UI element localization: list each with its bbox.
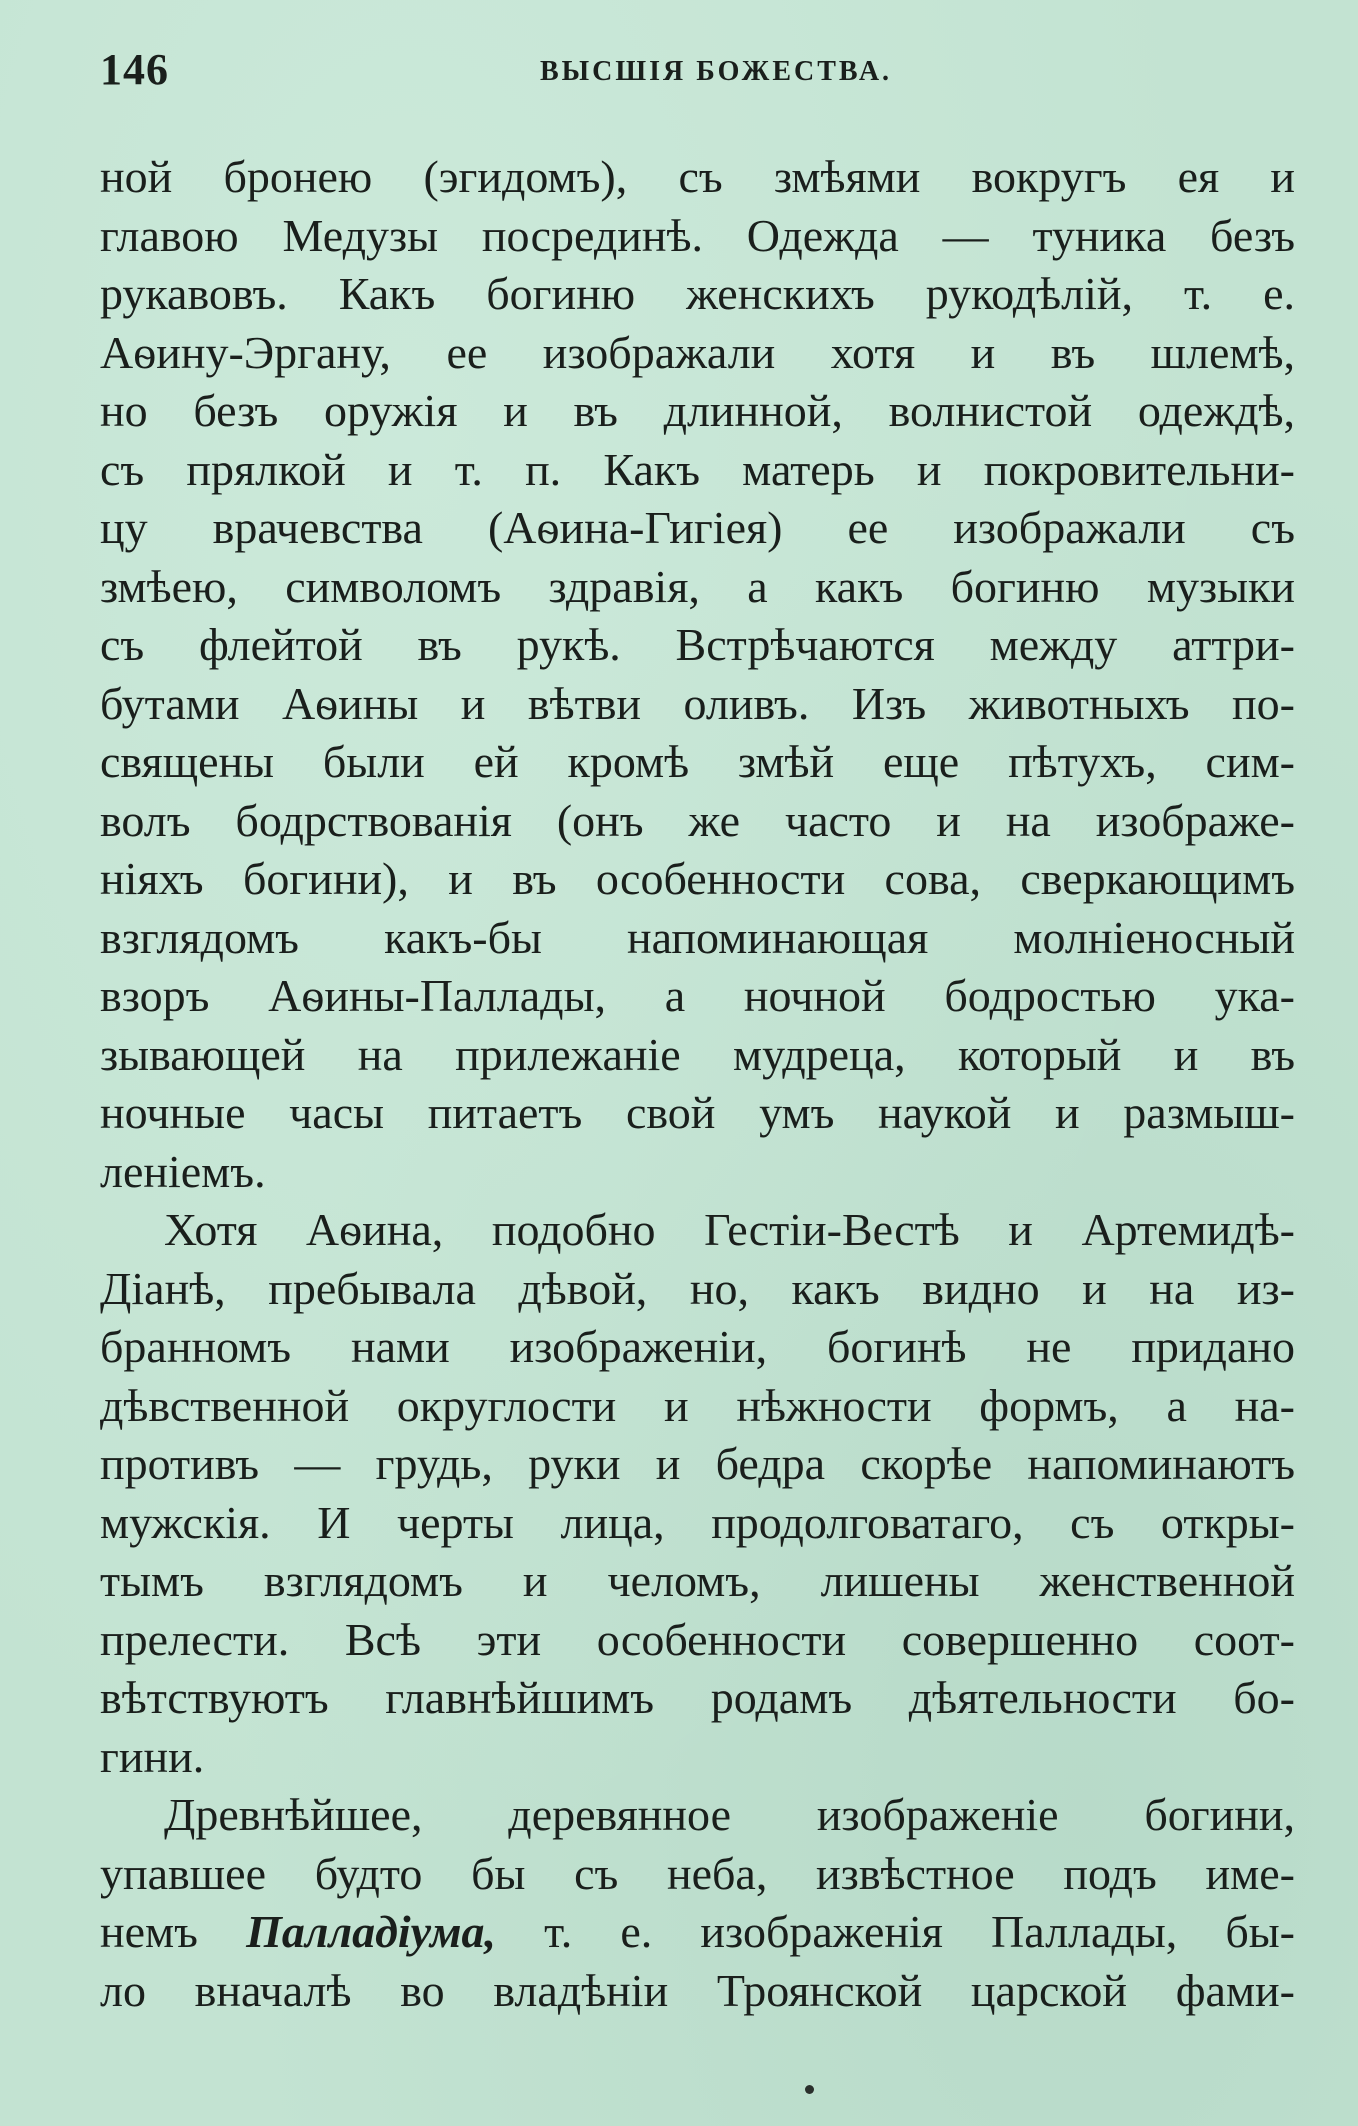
page-header	[100, 44, 1290, 104]
text-line: бутами Аѳины и вѣтви оливъ. Изъ животныхъ по-	[100, 677, 1295, 729]
text-line: рукавовъ. Какъ богиню женскихъ рукодѣлій, т. е.	[100, 268, 1295, 319]
page-number: 146	[100, 45, 169, 94]
text-line: священы были ей кромѣ змѣй еще пѣтухъ, сим-	[100, 736, 1295, 787]
text-line: цу врачевства (Аѳина-Гигіея) ее изображали съ	[100, 502, 1295, 553]
text-line: леніемъ.	[100, 1145, 266, 1197]
text-line: ло вначалѣ во владѣніи Троянской царской фами-	[100, 1964, 1295, 2016]
text-line: Аѳину-Эргану, ее изображали хотя и въ шлемѣ,	[100, 326, 1295, 378]
text-line: Діанѣ, пребывала дѣвой, но, какъ видно и на из-	[100, 1262, 1295, 1314]
running-head: ВЫСШІЯ БОЖЕСТВА.	[540, 56, 893, 87]
text-line: тымъ взглядомъ и челомъ, лишены женственной	[100, 1555, 1295, 1606]
text-line	[100, 1903, 1295, 1962]
text-line: упавшее будто бы съ неба, извѣстное подъ име-	[100, 1847, 1295, 1899]
text-line: прелести. Всѣ эти особенности совершенно соот-	[100, 1613, 1295, 1665]
footer-dot	[805, 2085, 814, 2094]
text-line: ной бронею (эгидомъ), съ змѣями вокругъ ея и	[100, 151, 1295, 202]
text-line: взоръ Аѳины-Паллады, а ночной бодростью ука-	[100, 970, 1295, 1021]
text-segment: т. е. изображенія Паллады, бы-	[495, 1906, 1295, 1957]
text-line: мужскія. И черты лица, продолговатаго, съ откры-	[100, 1496, 1295, 1548]
text-line: съ прялкой и т. п. Какъ матерь и покровительни-	[100, 443, 1295, 495]
text-line: взглядомъ какъ-бы напоминающая молніеносный	[100, 911, 1295, 963]
text-line: Хотя Аѳина, подобно Гестіи-Вестѣ и Артемидѣ-	[164, 1204, 1295, 1255]
text-segment: немъ	[100, 1906, 247, 1957]
text-line: противъ — грудь, руки и бедра скорѣе напоминаютъ	[100, 1438, 1295, 1489]
text-line: Древнѣйшее, деревянное изображеніе богини,	[164, 1789, 1295, 1840]
body-text	[100, 148, 1295, 2020]
text-line: вѣтствуютъ главнѣйшимъ родамъ дѣятельности бо-	[100, 1672, 1295, 1723]
text-line: ночные часы питаетъ свой умъ наукой и размыш-	[100, 1087, 1295, 1138]
text-line: но безъ оружія и въ длинной, волнистой одеждѣ,	[100, 385, 1295, 436]
text-line: гини.	[100, 1730, 205, 1782]
italic-term: Палладіума,	[246, 1906, 496, 1957]
text-line: главою Медузы посрединѣ. Одежда — туника безъ	[100, 209, 1295, 261]
text-line: бранномъ нами изображеніи, богинѣ не придано	[100, 1321, 1295, 1372]
text-line: съ флейтой въ рукѣ. Встрѣчаются между аттри-	[100, 619, 1295, 670]
text-line: зывающей на прилежаніе мудреца, который и въ	[100, 1028, 1295, 1080]
text-line: дѣвственной округлости и нѣжности формъ, а на-	[100, 1379, 1295, 1431]
text-line: волъ бодрствованія (онъ же часто и на изображе-	[100, 794, 1295, 846]
text-line: ніяхъ богини), и въ особенности сова, сверкающимъ	[100, 853, 1295, 904]
text-line: змѣею, символомъ здравія, а какъ богиню музыки	[100, 560, 1295, 612]
